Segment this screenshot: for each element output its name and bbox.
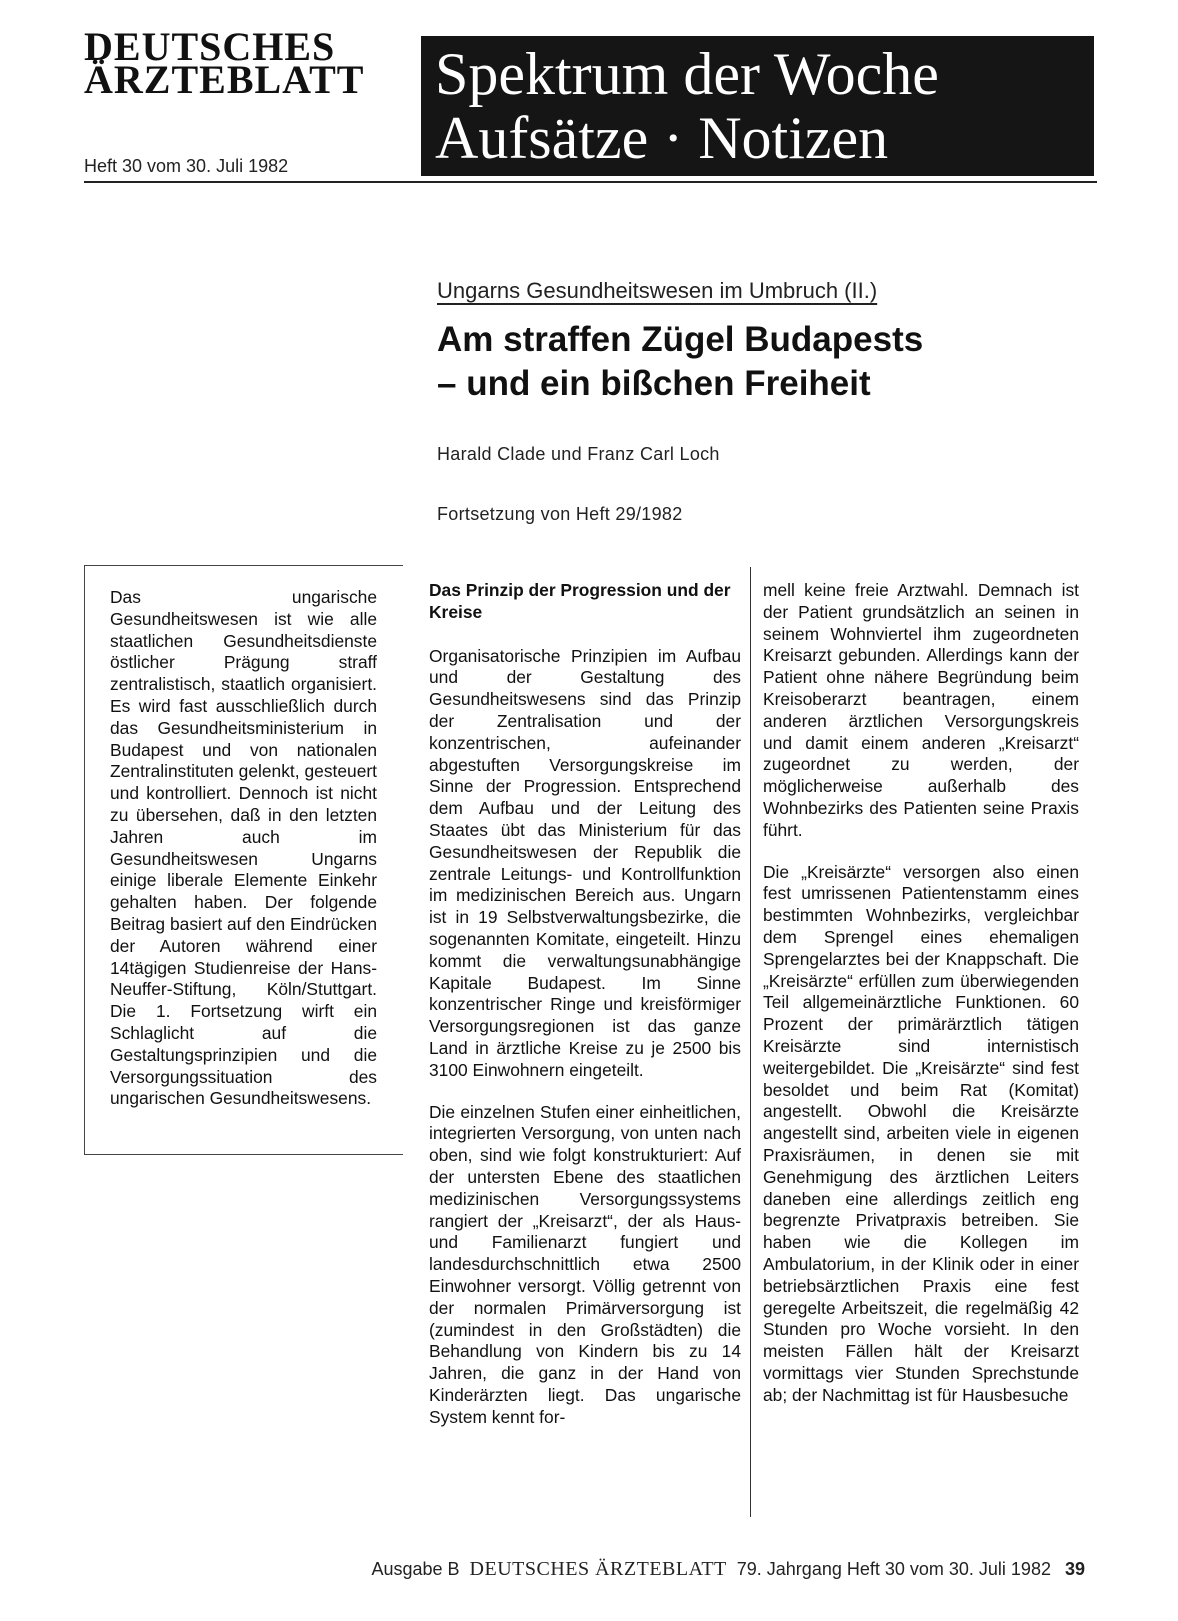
journal-logo	[84, 24, 414, 102]
headline-line1: Am straffen Zügel Budapests	[437, 320, 924, 359]
article-kicker: Ungarns Gesundheitswesen im Umbruch (II.)	[437, 278, 878, 303]
body-column-right	[763, 580, 1079, 1406]
continuation-note: Fortsetzung von Heft 29/1982	[437, 504, 683, 524]
section-banner	[421, 36, 1094, 176]
section-title-line2: Aufsätze · Notizen	[435, 105, 889, 171]
headline-line2: – und ein bißchen Freiheit	[437, 364, 871, 403]
body-paragraph: Die „Kreisärzte“ versorgen also einen fest umrissenen Patientenstamm eines bestimmten Wohnbezirks, vergleichbar dem Sprengel eines ehemaligen Sprengelarztes bei der Knappschaft. Die „Kreisärzte“ erfüllen zum überwiegenden Teil allgemeinärztliche Funktionen. 60 Prozent der primärärztlich tätigen Kreisärzte sind internistisch weitergebildet. Die „Kreisärzte“ sind fest besoldet und beim Rat (Komitat) angestellt. Obwohl die Kreisärzte angestellt sind, arbeiten viele in eigenen Praxisräumen, in denen sie mit Genehmigung des ärztlichen Leiters daneben eine allerdings zeitlich eng begrenzte Privatpraxis betreiben. Sie haben wie die Kollegen im Ambulatorium, in der Klinik oder in einer betriebsärztlichen Praxis eine fest geregelte Arbeitszeit, die regelmäßig 42 Stunden pro Woche vorsieht. In den meisten Fällen hält der Kreisarzt vormittags vier Stunden Sprechstunde ab; der Nachmittag ist für Hausbesuche	[763, 861, 1079, 1405]
article-headline	[437, 318, 1097, 406]
journal-logo-line2: ÄRZTEBLATT	[84, 57, 365, 102]
body-column-middle	[429, 580, 741, 1428]
footer-issue: 79. Jahrgang Heft 30 vom 30. Juli 1982	[736, 1559, 1051, 1579]
page-footer	[84, 1558, 1085, 1581]
section-subhead: Das Prinzip der Progression und der Kreise	[429, 580, 731, 622]
teaser-text	[110, 587, 377, 1110]
section-title-line1: Spektrum der Woche	[435, 41, 939, 107]
page-number: 39	[1064, 1559, 1085, 1579]
teaser-paragraph: Das ungarische Gesundheitswesen ist wie alle staatlichen Gesundheitsdienste östlicher Prägung straff zentralistisch, staatlich organisiert. Es wird fast ausschließlich durch das Gesundheitsministerium in Budapest und von nationalen Zentralinstituten gelenkt, gesteuert und kontrolliert. Dennoch ist nicht zu übersehen, daß in den letzten Jahren auch im Gesundheitswesen Ungarns einige liberale Elemente Einkehr gehalten haben. Der folgende Beitrag basiert auf den Eindrücken der Autoren während einer 14tägigen Studienreise der Hans-Neuffer-Stiftung, Köln/Stuttgart. Die 1. Fortsetzung wirft ein Schlaglicht auf die Gestaltungsprinzipien und die Versorgungssituation des ungarischen Gesundheitswesens.	[110, 587, 377, 1109]
footer-edition: Ausgabe B	[371, 1559, 460, 1579]
body-paragraph: mell keine freie Arztwahl. Demnach ist der Patient grundsätzlich an seinen in seinem Wohnviertel ihm zugeordneten Kreisarzt gebunden. Allerdings kann der Patient ohne nähere Begründung beim Kreisoberarzt beantragen, einem anderen ärztlichen Versorgungskreis und damit einem anderen „Kreisarzt“ zugeordnet zu werden, der möglicherweise außerhalb des Wohnbezirks des Patienten seine Praxis führt.	[763, 580, 1079, 840]
journal-logo-line1: DEUTSCHES	[84, 24, 336, 69]
body-paragraph: Organisatorische Prinzipien im Aufbau und der Gestaltung des Gesundheitswesens sind das Prinzip der Zentralisation und der konzentrischen, aufeinander abgestuften Versorgungskreise im Sinne der Progression. Entsprechend dem Aufbau und der Leitung des Staates übt das Ministerium für das Gesundheitswesen der Republik die zentrale Leitungs- und Kontrollfunktion im medizinischen Bereich aus. Ungarn ist in 19 Selbstverwaltungsbezirke, die sogenannten Komitate, eingeteilt. Hinzu kommt die verwaltungsunabhängige Kapitale Budapest. Im Sinne konzentrischer Ringe und kreisförmiger Versorgungsregionen ist das ganze Land in ärztliche Kreise zu je 2500 bis 3100 Einwohnern eingeteilt.	[429, 645, 741, 1080]
body-paragraph: Die einzelnen Stufen einer einheitlichen, integrierten Versorgung, von unten nach oben, sind wie folgt konstrukturiert: Auf der untersten Ebene des staatlichen medizinischen Versorgungssystems rangiert der „Kreisarzt“, der als Haus- und Familienarzt fungiert und landesdurchschnittlich etwa 2500 Einwohner versorgt. Völlig getrennt von der normalen Primärversorgung ist (zumindest in den Großstädten) die Behandlung von Kindern bis zu 14 Jahren, die ganz in der Hand von Kinderärzten liegt. Das ungarische System kennt for-	[429, 1101, 741, 1427]
article-authors: Harald Clade und Franz Carl Loch	[437, 444, 720, 464]
masthead-rule	[84, 181, 1097, 183]
footer-magazine: DEUTSCHES ÄRZTEBLATT	[469, 1558, 727, 1580]
issue-line: Heft 30 vom 30. Juli 1982	[84, 156, 289, 176]
column-divider	[750, 567, 751, 1517]
